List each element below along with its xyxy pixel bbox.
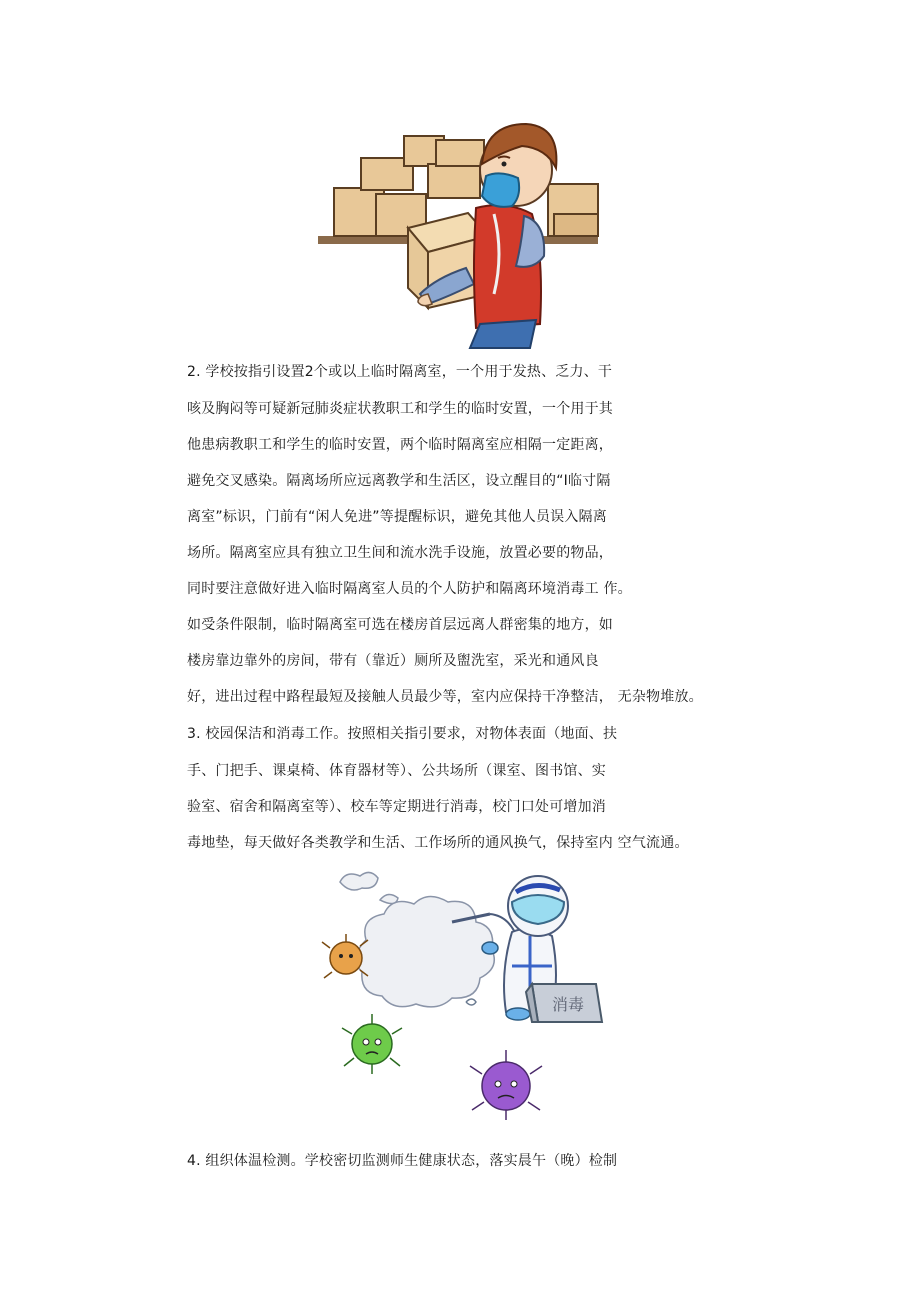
paragraph-line: 4. 组织体温检测。学校密切监测师生健康状态，落实晨午（晚）检制 [187, 1153, 618, 1169]
paragraph-line: 同时要注意做好进入临时隔离室人员的个人防护和隔离环境消毒工 作。 [187, 581, 632, 597]
masked-worker-carrying-boxes-icon [316, 118, 601, 350]
paragraph-line: 手、门把手、课桌椅、体育器材等）、公共场所（课室、图书馆、实 [187, 763, 606, 779]
disinfection-sprayer-with-viruses-icon [316, 862, 606, 1124]
paragraph-line: 离室”标识，门前有“闲人免进”等提醒标识，避免其他人员误入隔离 [187, 509, 607, 525]
paragraph-line: 好，进出过程中路程最短及接触人员最少等，室内应保持干净整洁， 无杂物堆放。 [187, 689, 703, 705]
paragraph-line: 如受条件限制，临时隔离室可选在楼房首层远离人群密集的地方，如 [187, 617, 613, 633]
crate-label: 消毒 [551, 995, 585, 1014]
paragraph-line: 3. 校园保洁和消毒工作。按照相关指引要求，对物体表面（地面、扶 [187, 726, 618, 742]
paragraph-line: 咳及胸闷等可疑新冠肺炎症状教职工和学生的临时安置，一个用于其 [187, 401, 613, 417]
paragraph-line: 避免交叉感染。隔离场所应远离教学和生活区，设立醒目的“I临寸隔 [187, 473, 611, 489]
paragraph-line: 2. 学校按指引设置2个或以上临时隔离室，一个用于发热、乏力、干 [187, 364, 613, 380]
paragraph-line: 毒地垫，每天做好各类教学和生活、工作场所的通风换气，保持室内 空气流通。 [187, 835, 689, 851]
paragraph-line: 场所。隔离室应具有独立卫生间和流水洗手设施，放置必要的物品， [187, 545, 613, 561]
paragraph-line: 楼房靠边靠外的房间，带有（靠近）厕所及盥洗室，采光和通风良 [187, 653, 599, 669]
paragraph-line: 他患病教职工和学生的临时安置，两个临时隔离室应相隔一定距离， [187, 437, 613, 453]
paragraph-line: 验室、宿舍和隔离室等）、校车等定期进行消毒，校门口处可增加消 [187, 799, 606, 815]
